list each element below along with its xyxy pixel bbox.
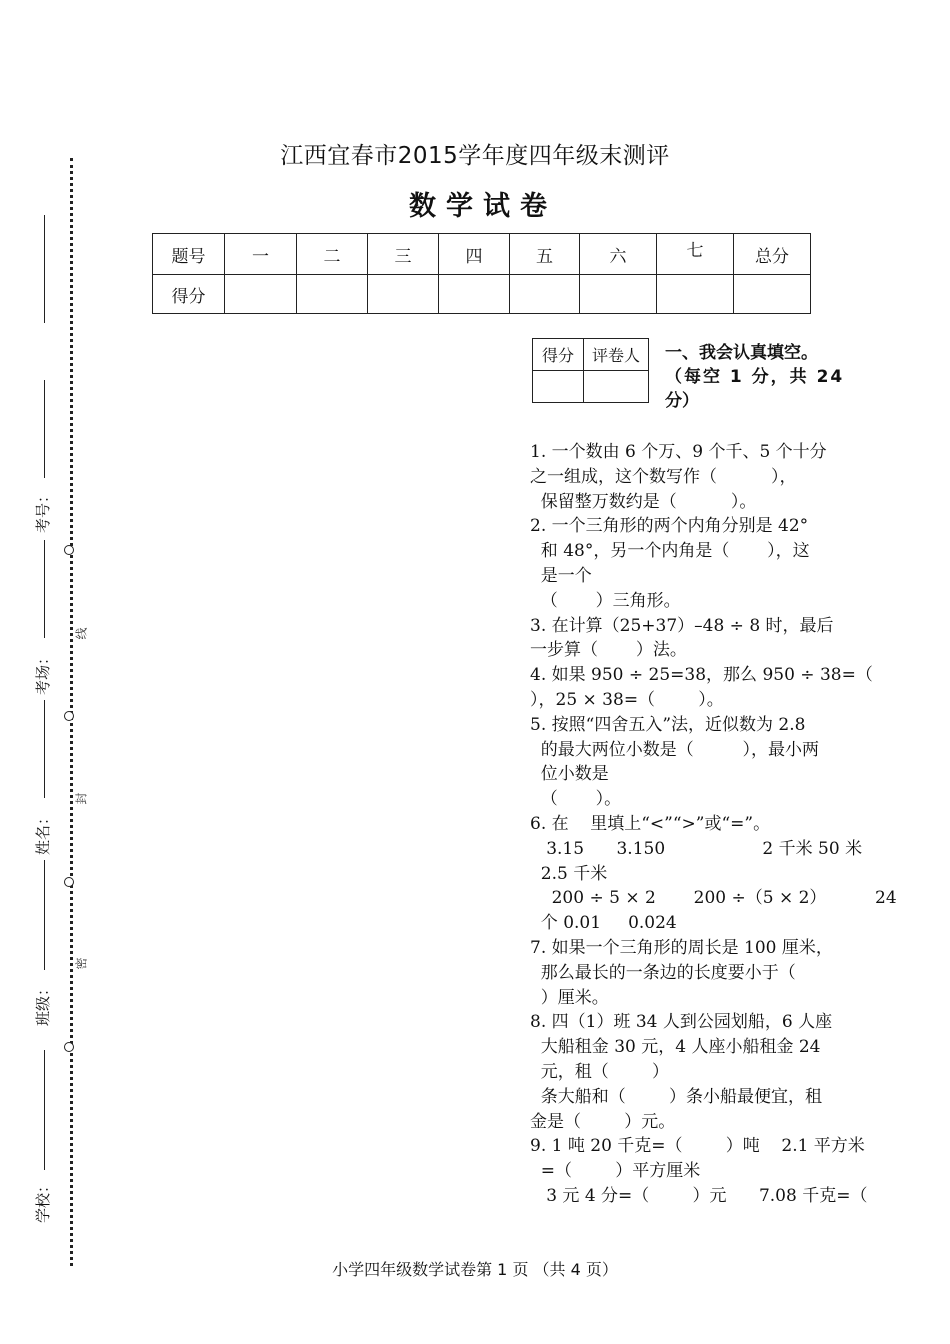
score-table-col-5: 五 xyxy=(510,234,580,275)
exam-room-underline[interactable] xyxy=(44,540,45,638)
question-line: 个 0.01 0.024 xyxy=(530,913,677,934)
class-label: 班级： xyxy=(34,980,53,1027)
question-line: 2. 一个三角形的两个内角分别是 42° xyxy=(530,516,809,537)
binding-ring xyxy=(64,711,74,721)
seal-word-line: 线 xyxy=(74,627,89,640)
question-line: 3. 在计算（25+37）–48 ÷ 8 时，最后 xyxy=(530,615,834,636)
school-underline[interactable] xyxy=(44,1050,45,1170)
question-line: 4. 如果 950 ÷ 25=38，那么 950 ÷ 38=（ xyxy=(530,665,873,686)
score-cell[interactable] xyxy=(368,275,439,314)
score-cell[interactable] xyxy=(734,275,811,314)
section1-grader-table xyxy=(532,338,649,403)
score-cell[interactable] xyxy=(225,275,297,314)
class-underline[interactable] xyxy=(44,860,45,970)
score-cell[interactable] xyxy=(439,275,510,314)
score-table-col-3: 三 xyxy=(368,234,439,275)
question-line: 那么最长的一条边的长度要小于（ xyxy=(530,962,796,983)
question-line: 保留整万数约是（ ）。 xyxy=(530,491,757,512)
score-table-col-4: 四 xyxy=(439,234,510,275)
score-table-col-7: 七 xyxy=(657,234,734,275)
question-line: ）厘米。 xyxy=(530,987,609,1008)
question-line: 的最大两位小数是（ ），最小两 xyxy=(530,739,819,760)
seal-word-seal: 封 xyxy=(74,792,89,805)
binding-ring xyxy=(64,545,74,555)
question-line: 2.5 千米 xyxy=(530,863,608,884)
name-label: 姓名： xyxy=(34,809,53,856)
score-table-header-row xyxy=(153,234,811,275)
school-label: 学校： xyxy=(34,1177,53,1224)
question-line: =（ ）平方厘米 xyxy=(530,1161,701,1182)
question-line: （ ）。 xyxy=(530,789,622,810)
question-line: 大船租金 30 元，4 人座小船租金 24 xyxy=(530,1037,821,1058)
section1-title-line: 分） xyxy=(665,391,699,411)
section1-title-line: （每空 1 分，共 24 xyxy=(665,367,845,387)
score-cell[interactable] xyxy=(297,275,368,314)
question-line: 元，租（ ） xyxy=(530,1062,670,1082)
question-line: 1. 一个数由 6 个万、9 个千、5 个十分 xyxy=(530,442,827,462)
question-line: 一步算（ ）法。 xyxy=(530,640,687,661)
question-line: 3.15 3.150 2 千米 50 米 xyxy=(530,838,863,859)
question-line: （ ）三角形。 xyxy=(530,590,681,611)
section1-title xyxy=(665,341,860,413)
exam-room-blank[interactable] xyxy=(44,380,45,478)
binding-ring xyxy=(64,1042,74,1052)
question-line: 金是（ ）元。 xyxy=(530,1111,676,1132)
question-line: 5. 按照“四舍五入”法，近似数为 2.8 xyxy=(530,714,806,735)
score-cell[interactable] xyxy=(510,275,580,314)
score-cell[interactable] xyxy=(657,275,734,314)
question-line: 位小数是 xyxy=(530,764,609,785)
score-table-col-6: 六 xyxy=(580,234,657,275)
grader-name-label: 评卷人 xyxy=(584,339,649,371)
question-line: 6. 在 里填上“<”“>”或“=”。 xyxy=(530,814,771,834)
question-line: 之一组成，这个数写作（ ）， xyxy=(530,466,797,487)
score-table-row-label: 得分 xyxy=(153,275,225,314)
exam-no-underline xyxy=(44,215,45,323)
seal-word-dense: 密 xyxy=(74,957,89,970)
question-line: ），25 × 38=（ ）。 xyxy=(530,690,724,710)
score-table-col-total: 总分 xyxy=(734,234,811,275)
score-table-col-1: 一 xyxy=(225,234,297,275)
question-line: 和 48°，另一个内角是（ ），这 xyxy=(530,541,810,562)
question-line: 8. 四（1）班 34 人到公园划船，6 人座 xyxy=(530,1012,833,1033)
exam-no-label: 考号： xyxy=(34,487,53,534)
exam-subtitle: 数学试卷 xyxy=(409,191,557,222)
question-line: 条大船和（ ）条小船最便宜，租 xyxy=(530,1086,823,1107)
question-line: 是一个 xyxy=(530,566,592,586)
page-footer: 小学四年级数学试卷第 1 页 （共 4 页） xyxy=(332,1260,618,1279)
grader-name-cell[interactable] xyxy=(584,371,649,403)
section1-title-line: 一、我会认真填空。 xyxy=(665,343,818,363)
grader-score-cell[interactable] xyxy=(533,371,584,403)
question-line: 3 元 4 分=（ ）元 7.08 千克=（ xyxy=(530,1186,868,1206)
score-table-score-row xyxy=(153,275,811,314)
name-underline[interactable] xyxy=(44,700,45,798)
score-cell[interactable] xyxy=(580,275,657,314)
question-line: 9. 1 吨 20 千克=（ ）吨 2.1 平方米 xyxy=(530,1136,865,1157)
binding-ring xyxy=(64,877,74,887)
score-table xyxy=(152,233,811,314)
exam-room-label: 考场： xyxy=(34,649,53,696)
question-line: 200 ÷ 5 × 2 200 ÷（5 × 2） 24 xyxy=(530,888,897,909)
exam-title: 江西宜春市2015学年度四年级末测评 xyxy=(280,143,670,169)
grader-score-label: 得分 xyxy=(533,339,584,371)
score-table-col-2: 二 xyxy=(297,234,368,275)
score-table-row-label: 题号 xyxy=(153,234,225,275)
question-line: 7. 如果一个三角形的周长是 100 厘米， xyxy=(530,938,833,958)
